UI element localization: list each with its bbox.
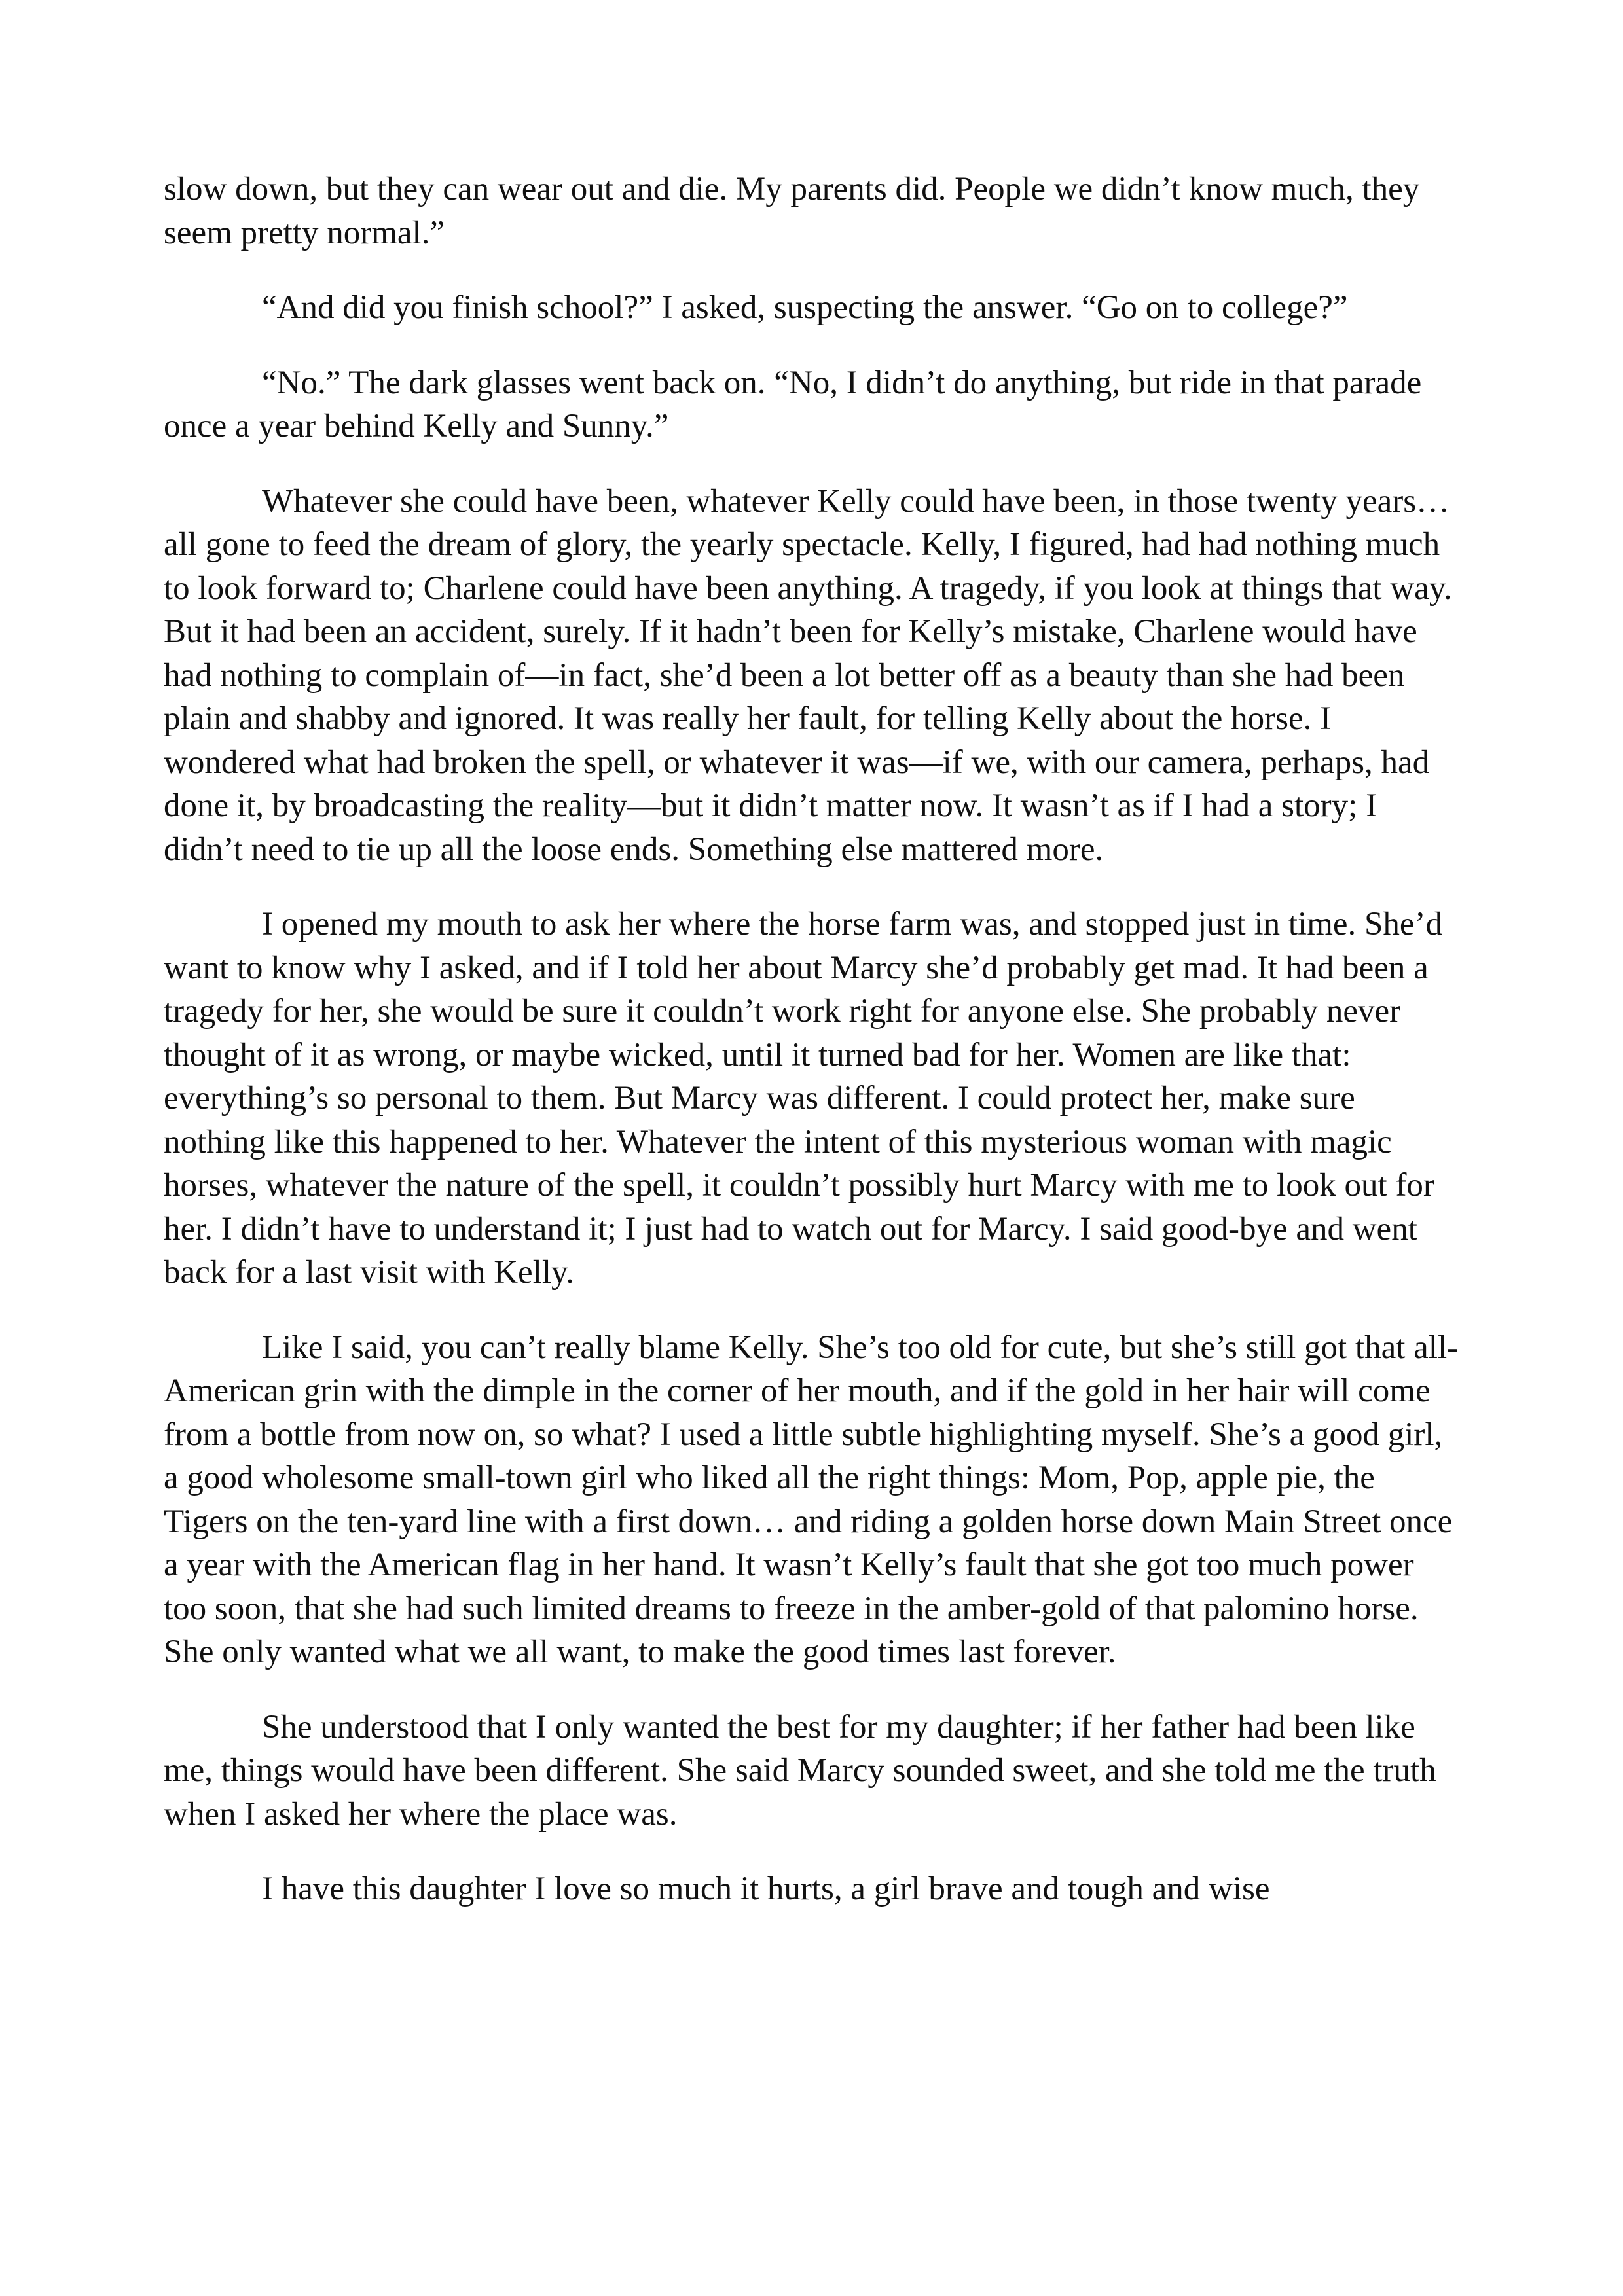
paragraph: She understood that I only wanted the best for my daughter; if her father had been like me, things would have been different. She said Marcy sounded sweet, and she told me the truth when I asked her where the place was.: [164, 1708, 1436, 1833]
paragraph: I opened my mouth to ask her where the horse farm was, and stopped just in time. She’d want to know why I asked, and if I told her about Marcy she’d probably get mad. It had been a tragedy for her, she would be sure it couldn’t work right for anyone else. She probably never thought of it as wrong, or maybe wicked, until it turned bad for her. Women are like that: everything’s so personal to them. But Marcy was different. I could protect her, make sure nothing like this happened to her. Whatever the intent of this mysterious woman with magic horses, whatever the nature of the spell, it couldn’t possibly hurt Marcy with me to look out for her. I didn’t have to understand it; I just had to watch out for Marcy. I said good-bye and went back for a last visit with Kelly.: [164, 906, 1443, 1291]
paragraph: slow down, but they can wear out and die. My parents did. People we didn’t know much, they seem pretty normal.”: [164, 171, 1420, 251]
paragraph: “No.” The dark glasses went back on. “No, I didn’t do anything, but ride in that parade once a year behind Kelly and Sunny.”: [164, 364, 1422, 444]
body-text: [164, 168, 1460, 1943]
paragraph: “And did you finish school?” I asked, suspecting the answer. “Go on to college?”: [262, 289, 1348, 326]
paragraph: Like I said, you can’t really blame Kelly. She’s too old for cute, but she’s still got that all-American grin with the dimple in the corner of her mouth, and if the gold in her hair will come from a bottle from now on, so what? I used a little subtle highlighting myself. She’s a good girl, a good wholesome small-town girl who liked all the right things: Mom, Pop, apple pie, the Tigers on the ten-yard line with a first down… and riding a golden horse down Main Street once a year with the American flag in her hand. It wasn’t Kelly’s fault that she got too much power too soon, that she had such limited dreams to freeze in the amber-gold of that palomino horse. She only wanted what we all want, to make the good times last forever.: [164, 1329, 1459, 1670]
paragraph: Whatever she could have been, whatever Kelly could have been, in those twenty years… all gone to feed the dream of glory, the yearly spectacle. Kelly, I figured, had had nothing much to look forward to; Charlene could have been anything. A tragedy, if you look at things that way. But it had been an accident, surely. If it hadn’t been for Kelly’s mistake, Charlene would have had nothing to complain of—in fact, she’d been a lot better off as a beauty than she had been plain and shabby and ignored. It was really her fault, for telling Kelly about the horse. I wondered what had broken the spell, or whatever it was—if we, with our camera, perhaps, had done it, by broadcasting the reality—but it didn’t matter now. It wasn’t as if I had a story; I didn’t need to tie up all the loose ends. Something else mattered more.: [164, 482, 1452, 868]
paragraph: I have this daughter I love so much it hurts, a girl brave and tough and wise: [262, 1871, 1270, 1907]
